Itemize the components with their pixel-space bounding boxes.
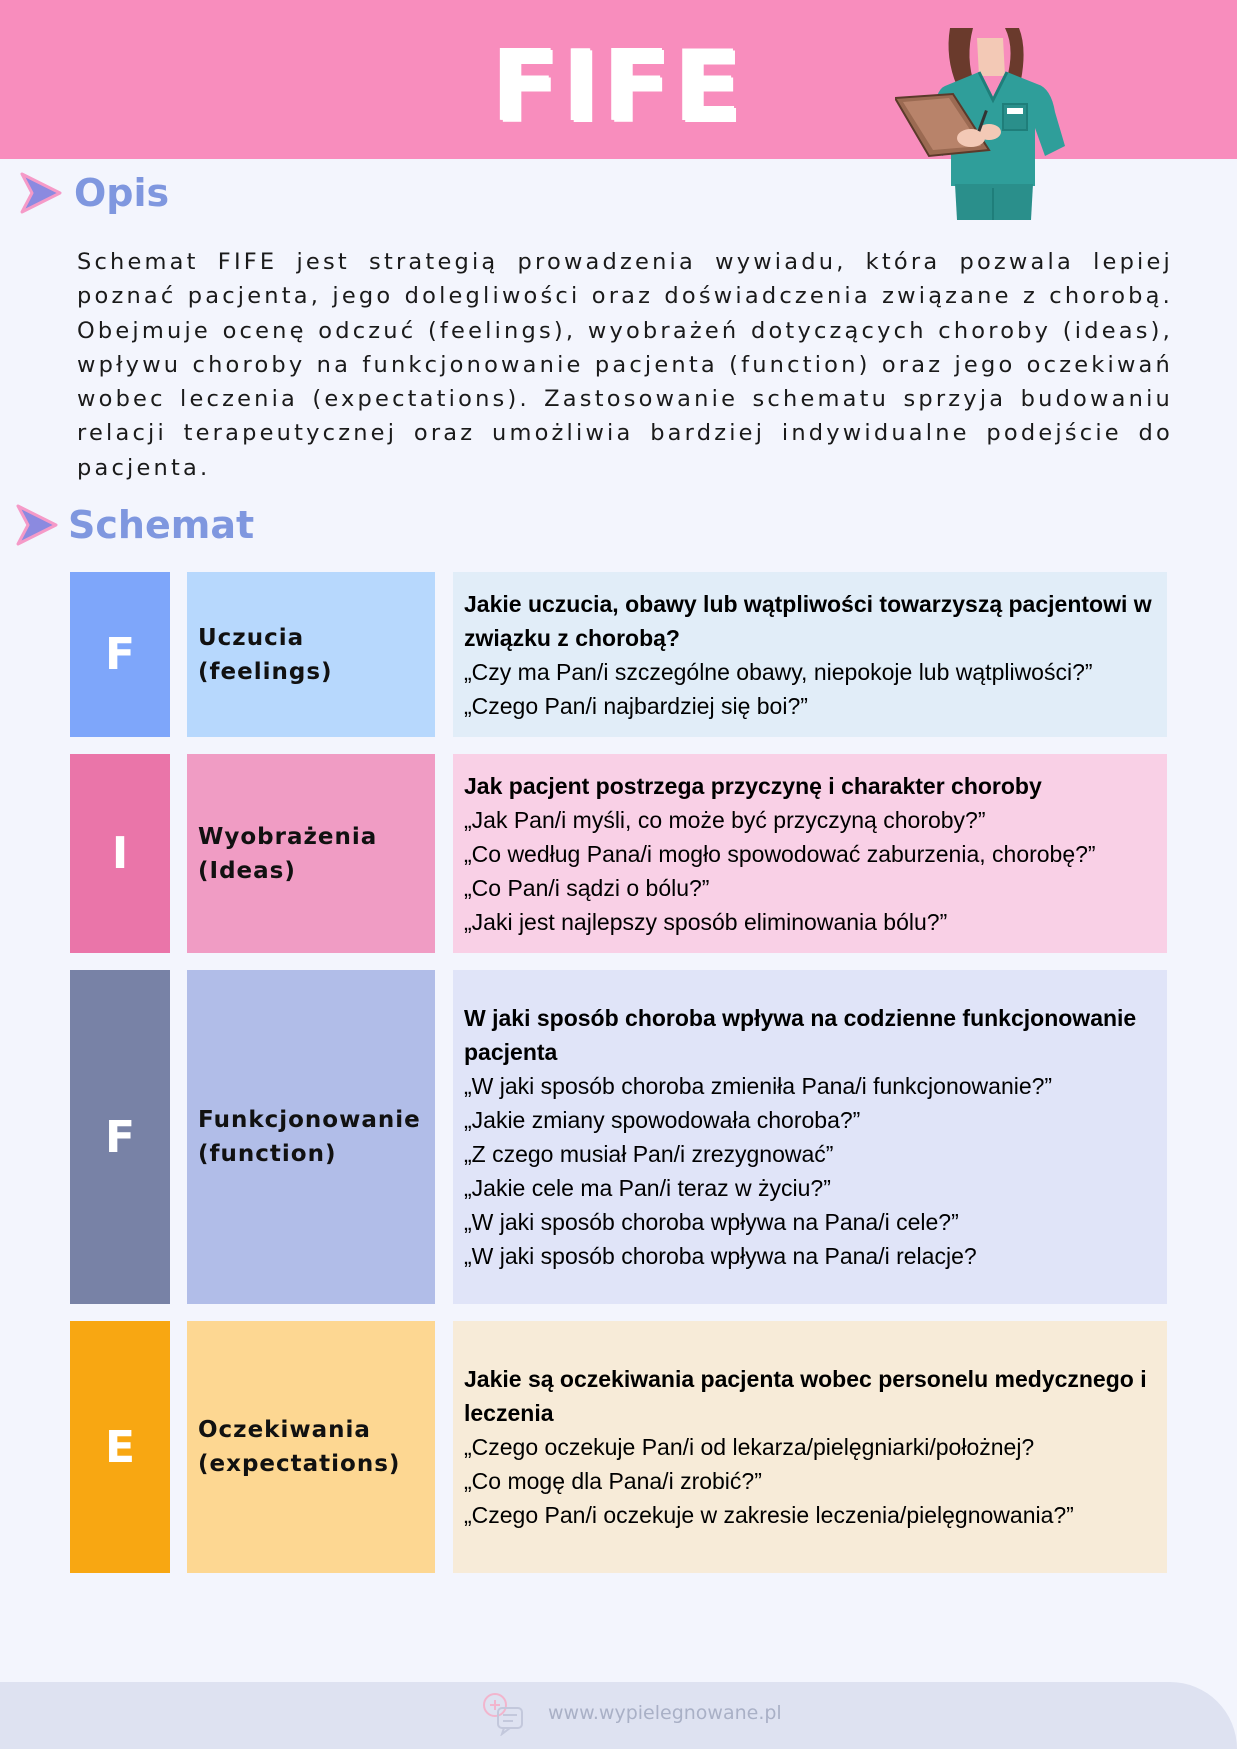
row-label-main: Oczekiwania — [198, 1417, 371, 1443]
row-question: „Co według Pana/i mogło spowodować zaburzenia, chorobę?” — [464, 840, 1096, 867]
row-label-sub: (function) — [198, 1141, 337, 1167]
row-question: „Czego oczekuje Pan/i od lekarza/pielęgniarki/położnej? — [464, 1434, 1035, 1460]
arrow-icon — [14, 502, 60, 548]
nurse-illustration — [895, 28, 1090, 220]
row-letter: F — [70, 572, 170, 737]
schema-row-ideas — [70, 754, 1167, 953]
row-question: „Jaki jest najlepszy sposób eliminowania bólu?” — [464, 908, 948, 935]
row-content — [453, 754, 1167, 953]
row-label-main: Wyobrażenia — [198, 823, 378, 850]
row-question: „Czego Pan/i najbardziej się boi?” — [464, 692, 808, 719]
chat-bubbles-logo-icon — [480, 1690, 526, 1736]
row-question: „Jak Pan/i myśli, co może być przyczyną choroby?” — [464, 806, 986, 833]
row-question: „W jaki sposób choroba wpływa na Pana/i cele?” — [464, 1209, 959, 1235]
opis-section-heading — [18, 170, 169, 216]
footer — [480, 1690, 782, 1736]
row-question: „Co mogę dla Pana/i zrobić?” — [464, 1468, 762, 1494]
row-question: „Czego Pan/i oczekuje w zakresie leczenia/pielęgnowania?” — [464, 1502, 1074, 1528]
website-url[interactable]: www.wypielegnowane.pl — [548, 1702, 782, 1724]
arrow-icon — [18, 170, 64, 216]
opis-heading-label: Opis — [74, 171, 170, 215]
row-label-sub: (expectations) — [198, 1451, 401, 1477]
row-label-sub: (feelings) — [198, 658, 333, 685]
row-label-main: Uczucia — [198, 624, 305, 651]
row-question: „Jakie cele ma Pan/i teraz w życiu?” — [464, 1175, 831, 1201]
description-text: Schemat FIFE jest strategią prowadzenia wywiadu, która pozwala lepiej poznać pacjenta, jego dolegliwości oraz doświadczenia związane z chorobą. Obejmuje ocenę odczuć (feelings), wyobrażeń dotyczących choroby (ideas), wpływu choroby na funkcjonowanie pacjenta (function) oraz jego oczekiwań wobec leczenia (expectations). Zastosowanie schematu sprzyja budowaniu relacji terapeutycznej oraz umożliwia bardziej indywidualne podejście do pacjenta. — [77, 249, 1173, 481]
schema-row-feelings — [70, 572, 1167, 737]
row-letter: F — [70, 970, 170, 1304]
page-title: FIFE — [491, 30, 746, 144]
row-question: „Z czego musiał Pan/i zrezygnować” — [464, 1141, 834, 1167]
row-heading: W jaki sposób choroba wpływa na codzienne funkcjonowanie pacjenta — [464, 1005, 1137, 1065]
schema-row-expectations — [70, 1321, 1167, 1573]
row-question: „Jakie zmiany spowodowała choroba?” — [464, 1107, 861, 1133]
row-question: „Co Pan/i sądzi o bólu?” — [464, 874, 710, 901]
schemat-heading-label: Schemat — [68, 503, 255, 547]
schema-row-function — [70, 970, 1167, 1304]
row-heading: Jak pacjent postrzega przyczynę i charakter choroby — [464, 772, 1042, 799]
row-label — [187, 970, 435, 1304]
row-content — [453, 572, 1167, 737]
row-letter: E — [70, 1321, 170, 1573]
schemat-section-heading — [14, 502, 254, 548]
row-label — [187, 1321, 435, 1573]
row-letter: I — [70, 754, 170, 953]
row-question: „Czy ma Pan/i szczególne obawy, niepokoje lub wątpliwości?” — [464, 658, 1093, 685]
row-question: „W jaki sposób choroba zmieniła Pana/i funkcjonowanie?” — [464, 1073, 1053, 1099]
row-content — [453, 1321, 1167, 1573]
row-label — [187, 754, 435, 953]
row-heading: Jakie uczucia, obawy lub wątpliwości towarzyszą pacjentowi w związku z chorobą? — [464, 590, 1152, 651]
row-label-sub: (Ideas) — [198, 857, 296, 884]
row-label — [187, 572, 435, 737]
row-heading: Jakie są oczekiwania pacjenta wobec personelu medycznego i leczenia — [464, 1366, 1147, 1426]
row-question: „W jaki sposób choroba wpływa na Pana/i relacje? — [464, 1243, 977, 1269]
row-label-main: Funkcjonowanie — [198, 1107, 421, 1133]
row-content — [453, 970, 1167, 1304]
